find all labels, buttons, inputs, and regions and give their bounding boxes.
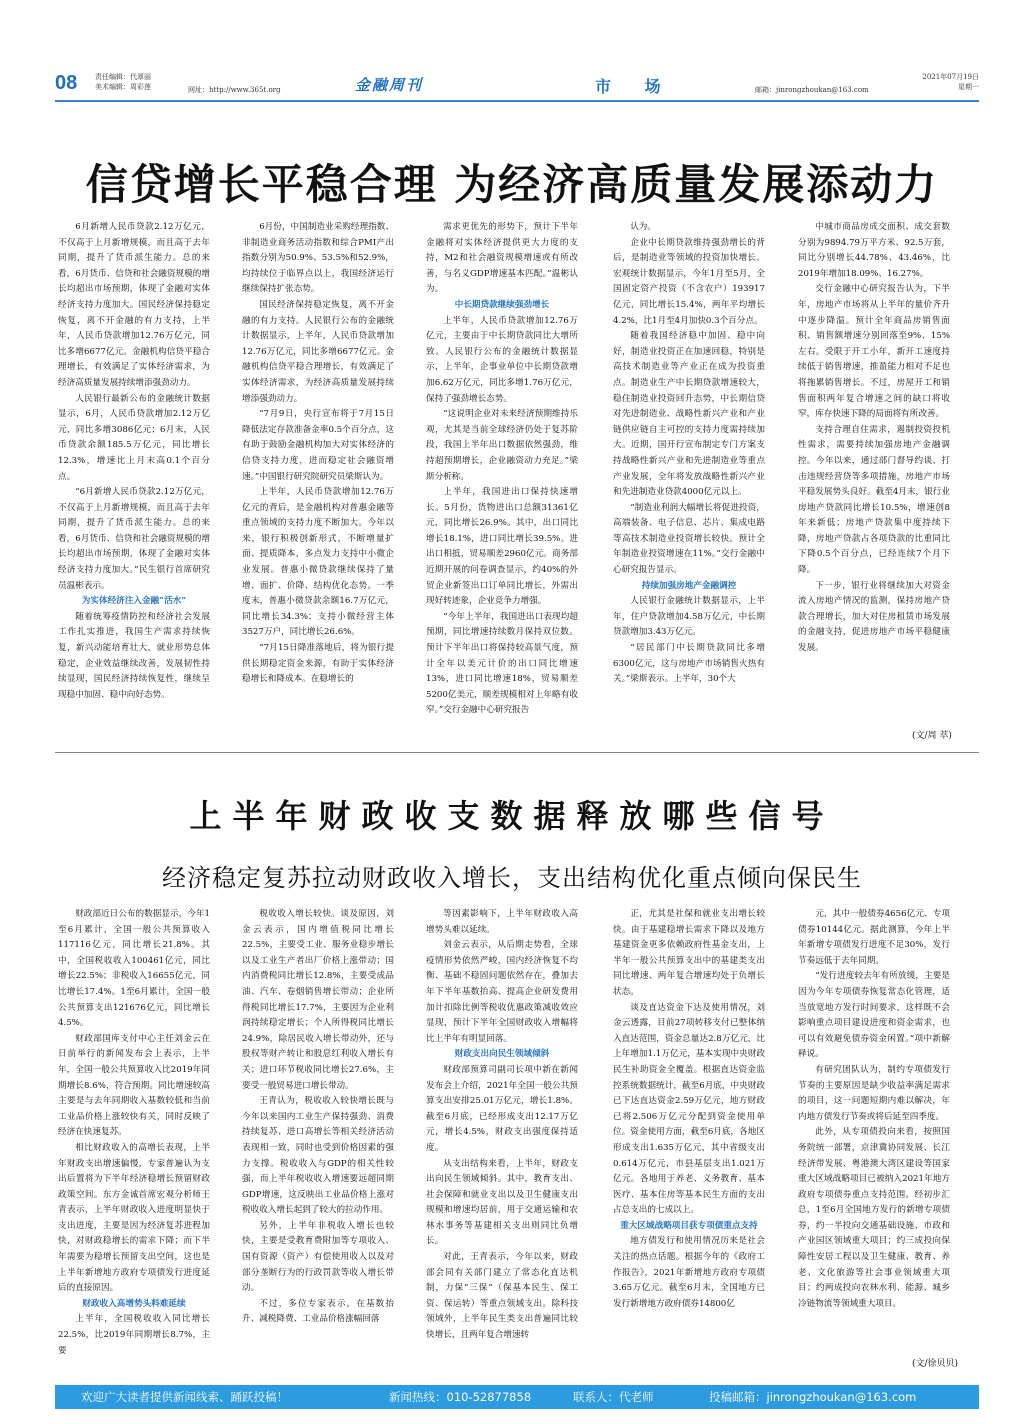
paragraph: 需求更优先的形势下，预计下半年金融将对实体经济提供更大力度的支持，M2和社会融资规模增速或有所改善，与名义GDP增速基本匹配。”温彬认为。 [426,222,578,295]
paragraph: 谈及直达资金下达及使用情况，刘金云透露，目前27项转移支付已整体纳入直达范围，资金总量达2.8万亿元，比上年增加1.1万亿元，基本实现中央财政民生补助资金全覆盖。根据直达资金监控系统数据统计，截至6月底，中央财政已下达直达资金2.59万亿元，地方财政已将2.506万亿元分配到资金使用单位。资金使用方面，截至6月底，各地区形成支出1.635万亿元，其中省级支出0.614万亿元，市县基层支出1.021万亿元。各地用于养老、义务教育、基本医疗、基本住房等基本民生方面的支出占总支出的七成以上。 [613,1002,765,1216]
paragraph: 不过，多位专家表示，在基数抬升、减税降费、工业品价格涨幅回落 [242,1298,394,1325]
article1-column [58,220,210,740]
article2-subhead: 经济稳定复苏拉动财政收入增长，支出结构优化重点倾向保民生 [162,864,862,892]
paragraph: 另外，上半年非税收入增长也较快，主要是受教育费附加等专项收入、国有资源（资产）有偿使用收入以及对部分垄断行为的行政罚款等收入增长带动。 [242,1220,394,1294]
paragraph: “7月9日，央行宣布将于7月15日降低法定存款准备金率0.5个百分点，这有助于鼓励金融机构加大对实体经济的信贷支持力度，进而稳定社会融资增速。”中国银行研究院研究员梁斯认为。 [242,409,394,482]
paragraph: 正，尤其是社保和就业支出增长较快。由于基建稳增长需求下降以及地方基建资金更多依赖政府性基金支出，上半年一般公共预算支出中的基建类支出同比增速、两年复合增速均处于负增长状态。 [613,909,765,997]
paragraph: 人民银行金融统计数据显示，上半年，住户贷款增加4.58万亿元，中长期贷款增加3.43万亿元。 [613,596,765,638]
paragraph: 元，其中一般债券4656亿元、专项债券10144亿元。据此测算，今年上半年新增专项债发行进度不足30%，发行节奏远低于去年同期。 [798,909,950,966]
editor: 责任编辑：代翠丽 [95,73,151,81]
paragraph: 等因素影响下，上半年财政收入高增势头难以延续。 [426,909,578,935]
paragraph: 国民经济保持稳定恢复，离不开金融的有力支持。人民银行公布的金融统计数据显示，上半年，人民币贷款增加12.76万亿元，同比多增6677亿元。金融机构信贷平稳合理增长，有效满足了实体经济需求，为经济高质量发展持续增添强劲动力。 [242,299,394,404]
paragraph: 财政部预算司副司长项中新在新闻发布会上介绍，2021年全国一般公共预算支出安排25.01万亿元，增长1.8%。截至6月底，已经形成支出12.17万亿元，增长4.5%，财政支出强度保持适度。 [426,1064,578,1153]
article1-column [613,220,765,740]
paragraph: 上半年，我国进出口保持快速增长。5月份，货物进出口总额31361亿元，同比增长26.9%。其中，出口同比增长18.1%，进口同比增长39.5%。进出口相抵，贸易顺差2960亿元。商务部近期开展的问卷调查显示，约40%的外贸企业新签出口订单同比增长，外需出现好转迹象，企业竞争力增强。 [426,487,578,607]
article1-byline: (文/周 萃) [912,731,952,741]
paragraph: 相比财政收入的高增长表现，上半年财政支出增速偏慢，专家普遍认为支出后置将为下半年经济稳增长预留财政政策空间。东方金诚首席宏观分析师王青表示，上半年财政收入进度明显快于支出进度，主要是因为经济复苏进程加快，对财政稳增长的需求下降；而下半年需要为稳增长预留支出空间，这也是上半年新增地方政府专项债发行进度延后的直接原因。 [58,1142,210,1294]
article2-column [798,907,950,1371]
article2-byline: (文/徐贝贝) [912,1359,959,1369]
editor-info [95,72,151,92]
paragraph: 下一步，银行业将继续加大对资金流入房地产情况的监测，保持房地产贷款合理增长，加大对住房租赁市场发展的金融支持，促进房地产市场平稳健康发展。 [798,580,950,654]
article1-column [426,220,578,740]
paragraph: 对此，王青表示，今年以来，财政部会同有关部门建立了常态化直达机制，力保“三保”（保基本民生、保工资、保运转）等重点领域支出。除科技领域外，上半年民生类支出普遍同比较快增长，且两年复合增速转 [426,1252,578,1341]
subheading: 为实体经济注入金融“活水” [81,596,187,607]
paragraph: “7月15日降准落地后，将为银行提供长期稳定资金来源，有助于实体经济稳增长和降成本。在稳增长的 [242,643,394,685]
paragraph: “今年上半年，我国进出口表现均超预期，同比增速持续数月保持双位数。预计下半年出口将保持较高景气度，预计全年以美元计价的出口同比增速13%，进口同比增速18%，贸易顺差5200亿美元，顺差规模相对上年略有收窄。”交行金融中心研究报告 [426,611,578,716]
subheading: 重大区域战略项目获专项债重点支持 [620,1220,758,1231]
paragraph: 税收收入增长较快。谈及原因，刘金云表示，国内增值税同比增长22.5%，主要受工业、服务业稳步增长以及工业生产者出厂价格上涨带动；国内消费税同比增长12.8%，主要受成品油、汽车、卷烟销售增长带动；企业所得税同比增长17.7%，主要因为企业利润持续稳定增长；个人所得税同比增长24.9%，除居民收入增长带动外，还与股权等财产转让和股息红利收入增长有关；进口环节税收同比增长27.6%，主要受一般贸易进口增长带动。 [242,909,394,1091]
paragraph: 上半年，人民币贷款增加12.76万亿元，主要由于中长期贷款同比大增所致。人民银行公布的金融统计数据显示，上半年，企事业单位中长期贷款增加6.62万亿元，同比多增1.76万亿元，保持了强劲增长态势。 [426,315,578,404]
subheading: 财政支出向民生领域倾斜 [454,1049,550,1060]
paragraph: 随着统筹疫情防控和经济社会发展工作扎实推进，我国生产需求持续恢复，新兴动能培育壮大，就业形势总体稳定，企业效益继续改善，发展韧性持续显现，国民经济持续恢复性，继续呈现稳中加固、稳中向好态势。 [58,611,210,700]
paragraph: 企业中长期贷款维持强劲增长的背后，是制造业等领域的投资加快增长。宏观统计数据显示，今年1月至5月，全国固定资产投资（不含农户）193917亿元，同比增长15.4%，两年平均增长4.2%，比1月至4月加快0.3个百分点。 [613,237,765,326]
paragraph: 中城市商品房成交面积、成交套数分别为9894.79万平方米、92.5万套，同比分别增长44.78%、43.46%，比2019年增加18.09%、16.27%。 [798,222,950,279]
paragraph: “这说明企业对未来经济预期维持乐观，尤其是当前全球经济仍处于复苏阶段，我国上半年出口数据依然强劲，维持超预期增长，企业融资动力充足。”梁斯分析称。 [426,409,578,482]
article1-column [798,220,950,740]
paragraph: 随着我国经济稳中加固、稳中向好，制造业投资正在加速回稳，特别是高技术制造业等产业正在成为投资重点。制造业生产中长期贷款增速较大，稳住制造业投资回升态势，中长期信贷对先进制造业、战略性新兴产业和产业链供应链自主可控的支持力度需持续加大。近期，国开行宣布制定专门方案支持战略性新兴产业和先进制造业等重点产业发展，全年将发放战略性新兴产业和先进制造业贷款4000亿元以上。 [613,331,765,498]
paragraph: 从支出结构来看，上半年，财政支出向民生领域倾斜。其中，教育支出、社会保障和就业支出以及卫生健康支出规模和增速均居前，用于交通运输和农林水事务等基建相关支出则同比负增长。 [426,1158,578,1247]
subheading: 持续加强房地产金融调控 [641,580,737,591]
divider [55,752,979,753]
footer-bar [55,1385,979,1409]
article1-column [242,220,394,740]
footer-hotline: 新闻热线：010-52877858 [389,1390,532,1404]
page-number: 08 [55,72,78,94]
paragraph: 有研究团队认为，制约专项债发行节奏的主要原因是缺少收益率满足需求的项目，这一问题短期内难以解决，年内地方债发行节奏或将后延至四季度。 [798,1064,950,1122]
article2-column [426,907,578,1371]
paragraph: 上半年，人民币贷款增加12.76万亿元的背后，是金融机构对普惠金融等重点领域的支持力度不断加大。今年以来，银行积极创新形式，不断增量扩面、提质降本，多点发力支持中小微企业发展。普惠小微贷款继续保持了量增、面扩、价降、结构优化态势。一季度末，普惠小微贷款余额16.7万亿元，同比增长34.3%；支持小微经营主体3527万户，同比增长26.6%。 [242,487,394,638]
footer-welcome: 欢迎广大读者提供新闻线索、踊跃投稿！ [81,1390,288,1404]
subheading: 财政收入高增势头料难延续 [82,1298,186,1309]
paragraph: “6月新增人民币贷款2.12万亿元，不仅高于上月新增规模，而且高于去年同期，提升了货币派生能力。总的来看，6月货币、信贷和社会融资规模的增长均超出市场预期，体现了金融对实体经济支持力度加大。”民生银行首席研究员温彬表示。 [58,487,210,591]
paragraph: 6月新增人民币贷款2.12万亿元，不仅高于上月新增规模，而且高于去年同期，提升了货币派生能力。总的来看，6月货币、信贷和社会融资规模的增长均超出市场预期，体现了金融对实体经济支持力度加大。国民经济保持稳定恢复，离不开金融的有力支持，上半年，人民币贷款增加12.76万亿元，同比多增6677亿元。金融机构信贷平稳合理增长，有效满足了实体经济需求，为经济高质量发展持续增添强劲动力。 [58,222,210,388]
subheading: 中长期贷款继续强劲增长 [454,299,550,310]
article1-headline: 信贷增长平稳合理 为经济高质量发展添动力 [85,160,939,209]
article2-headline: 上半年财政收支数据释放哪些信号 [189,797,835,835]
article2-column [58,907,210,1371]
paragraph: 刘金云表示，从后期走势看，全球疫情形势依然严峻，国内经济恢复不均衡、基础不稳固问题依然存在，叠加去年下半年基数抬高、提高企业研发费用加计扣除比例等税收优惠政策减收效应显现，预计下半年全国财政收入增幅将比上半年有明显回落。 [426,940,578,1044]
website: 网址：http://www.365t.org [188,86,281,94]
article2-column [613,907,765,1371]
paragraph: 支持合理自住需求，遏制投资投机性需求，需要持续加强房地产金融调控。今年以来，通过部门督导约谈、打击违规经营贷等多项措施，房地产市场平稳发展势头良好。截至4月末，银行业房地产贷款同比增长10.5%，增速创8年来新低；房地产贷款集中度持续下降，房地产贷款占各项贷款的比重同比下降0.5个百分点，已经连续7个月下降。 [798,424,950,576]
section-title: 市 场 [595,77,675,96]
email: 邮箱：jinrongzhoukan@163.com [755,86,869,94]
issue-date: 2021年07月19日 [922,73,979,81]
date-block [922,72,979,92]
paragraph: 6月份，中国制造业采购经理指数、非制造业商务活动指数和综合PMI产出指数分别为50.9%、53.5%和52.9%，均持续位于临界点以上，我国经济运行继续保持扩张态势。 [242,222,394,295]
article2-column [242,907,394,1371]
paragraph: “居民部门中长期贷款同比多增6300亿元，这与房地产市场销售火热有关。”梁斯表示。上半年，30个大 [613,643,765,685]
paragraph: 地方债发行和使用情况历来是社会关注的热点话题。根据今年的《政府工作报告》，2021年新增地方政府专项债3.65万亿元。截至6月末，全国地方已发行新增地方政府债券14800亿 [613,1236,765,1309]
paragraph: 认为。 [630,222,656,232]
footer-email: 投稿邮箱：jinrongzhoukan@163.com [709,1390,917,1404]
paragraph: 财政部国库支付中心主任刘金云在日前举行的新闻发布会上表示，上半年，全国一般公共预算收入比2019年同期增长8.6%，符合预期。同比增速较高主要是与去年同期收入基数较低和当前工业品价格上涨较快有关，同时反映了经济在快速复苏。 [58,1033,210,1138]
paragraph: 交行金融中心研究报告认为，下半年，房地产市场将从上半年的量价齐升中逐步降温。预计全年商品房销售面积、销售额增速分别回落至9%、15%左右。受限于开工小年，新开工速度持续低于销售增速，推盈能力相对不足也将拖累销售增长。不过，房屋开工和销售面积两年复合增速之间的缺口将收窄，库存快速下降的局面将有所改善。 [798,284,950,420]
paragraph: “发行进度较去年有所放缓，主要是因为今年专项债券恢复常态化管理，适当放宽地方发行时间要求，这样既不会影响重点项目建设进度和资金需求，也可以有效避免债券资金闲置。”项中新解释说。 [798,971,950,1060]
page-header [55,72,979,102]
art-editor: 美术编辑：周彩莲 [95,83,151,91]
paragraph: 人民银行最新公布的金融统计数据显示，6月，人民币贷款增加2.12万亿元，同比多增3086亿元；6月末，人民币贷款余额185.5万亿元，同比增长12.3%，增速比上月末高0.1个百分点。 [58,393,210,482]
paragraph: 此外，从专项债投向来看，按照国务院统一部署，京津冀协同发展、长江经济带发展、粤港澳大湾区建设等国家重大区域战略项目已被纳入2021年地方政府专项债券重点支持范围。经初步汇总，1至6月全国地方发行的新增专项债券，约一半投向交通基础设施、市政和产业园区领域重大项目；约三成投向保障性安居工程以及卫生健康、教育、养老、文化旅游等社会事业领域重大项目；约两成投向农林水利、能源、城乡冷链物流等领域重大项目。 [798,1127,950,1309]
paragraph: “制造业利润大幅增长将促进投资，高端装备、电子信息、芯片、集成电路等高技术制造业投资增长较快。预计全年制造业投资增速在11%。”交行金融中心研究报告显示。 [613,502,765,576]
paragraph: 财政部近日公布的数据显示，今年1至6月累计，全国一般公共预算收入117116亿元，同比增长21.8%。其中，全国税收收入100461亿元，同比增长22.5%；非税收入16655亿元，同比增长17.4%。1至6月累计，全国一般公共预算支出121676亿元，同比增长4.5%。 [58,909,210,1029]
footer-contact: 联系人：代老师 [573,1390,654,1404]
paragraph: 王青认为，税收收入较快增长既与今年以来国内工业生产保持强劲、消费持续复苏、进口高增长等相关经济活动表现相一致，同时也受到价格因素的强力支撑。税收收入与GDP的相关性较强，而上半年税收收入增速要远超同期GDP增速，这反映出工业品价格上涨对税收收入增长起到了较大的拉动作用。 [242,1096,394,1216]
masthead: 金融周刊 [355,76,424,94]
weekday: 星期一 [958,83,979,91]
paragraph: 上半年，全国税收收入同比增长22.5%，比2019年同期增长8.7%，主要 [58,1314,210,1356]
